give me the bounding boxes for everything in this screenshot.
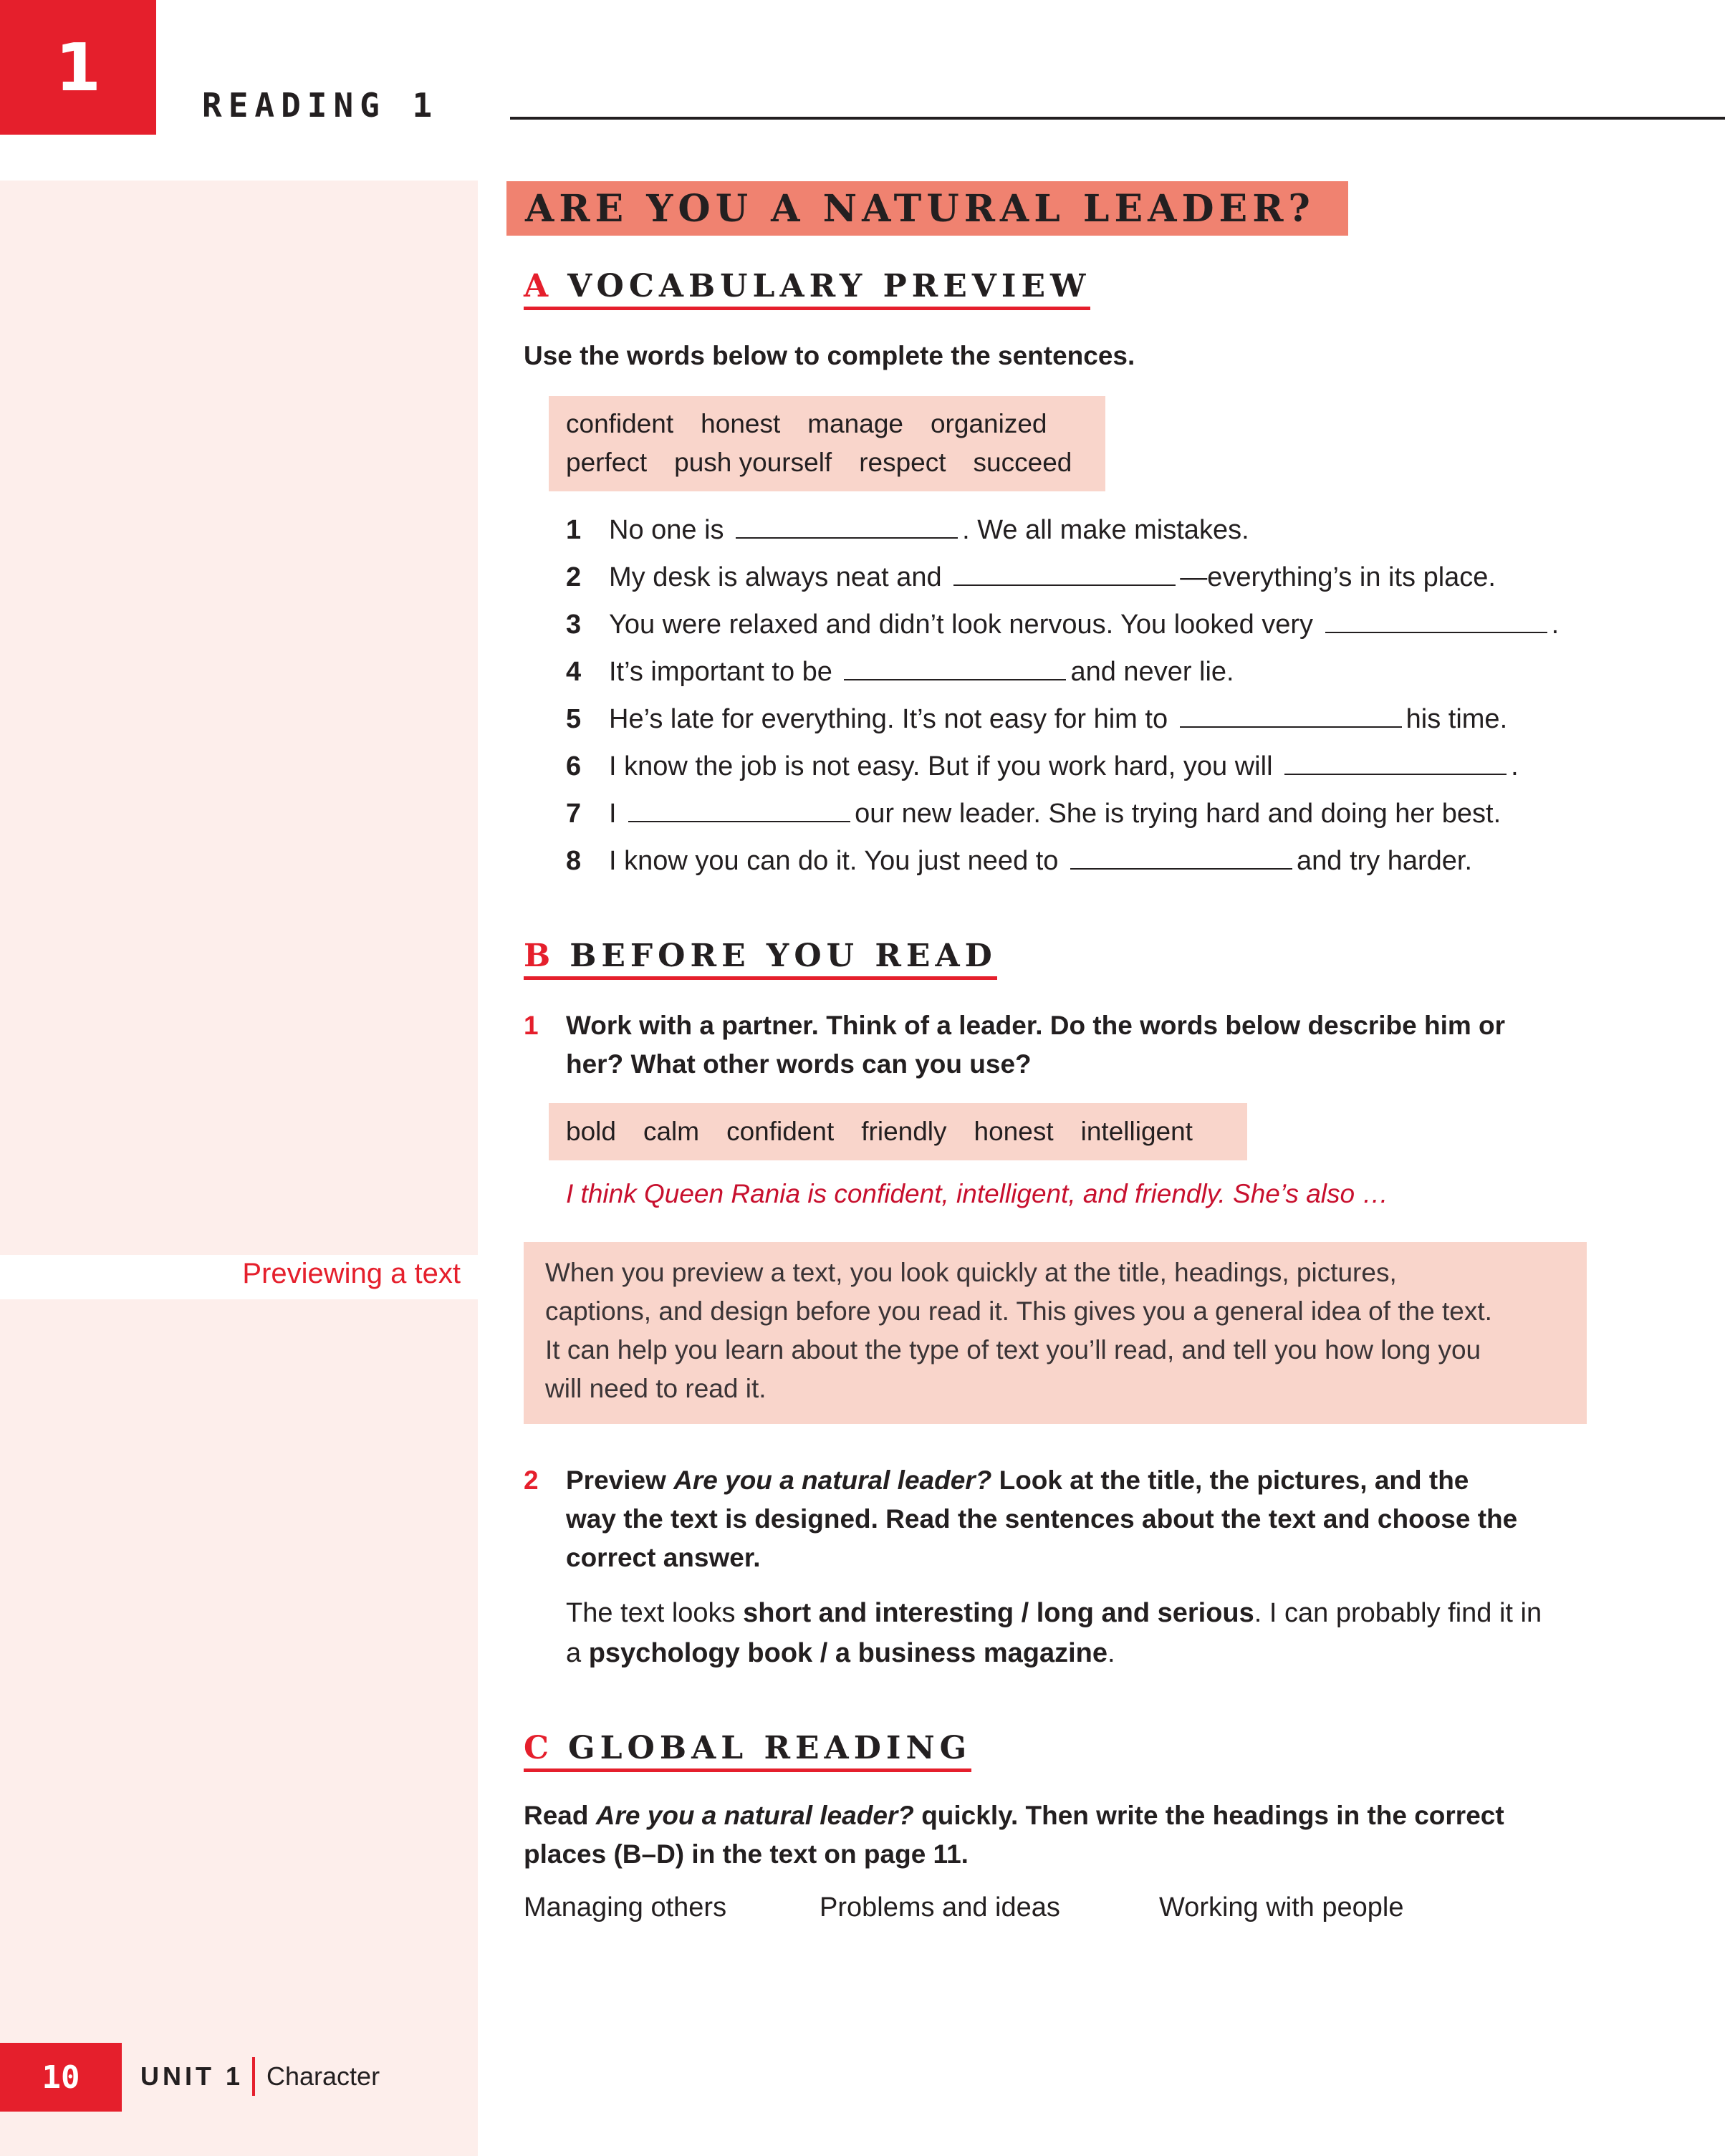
word: honest <box>701 409 781 438</box>
answer-text: The text looks <box>566 1598 744 1628</box>
sentence-number: 7 <box>566 799 582 829</box>
section-a-heading <box>524 268 1091 310</box>
answer-blank[interactable] <box>628 797 850 822</box>
section-a-letter: A <box>524 268 554 304</box>
word: respect <box>859 448 946 477</box>
section-b-title: BEFORE YOU READ <box>570 938 997 974</box>
word: succeed <box>973 448 1072 477</box>
question-2-text <box>566 1461 1569 1577</box>
sentence-after: our new leader. She is trying hard and doing her best. <box>855 799 1501 829</box>
question-1-text <box>566 1006 1569 1084</box>
word-row-1 <box>566 405 1088 443</box>
heading-option: Managing others <box>524 1892 727 1922</box>
sentence <box>609 701 1507 737</box>
article-title-ref: Are you a natural leader? <box>595 1801 914 1830</box>
unit-number: 1 <box>54 29 101 106</box>
strategy-box <box>524 1242 1587 1424</box>
question-number: 1 <box>524 1011 539 1040</box>
word: honest <box>974 1117 1054 1146</box>
word: confident <box>566 409 674 438</box>
word-row-2 <box>566 443 1088 482</box>
sentence <box>609 654 1234 690</box>
sentence <box>609 843 1472 879</box>
answer-blank[interactable] <box>1180 702 1402 728</box>
option-separator: / <box>812 1638 835 1668</box>
section-b-letter: B <box>524 938 556 974</box>
sentence-before: I know the job is not easy. But if you work hard, you will <box>609 751 1273 781</box>
word: organized <box>930 409 1047 438</box>
footer-divider <box>252 2057 255 2096</box>
answer-text: . <box>1107 1638 1115 1668</box>
section-a-instruction: Use the words below to complete the sentences. <box>524 341 1135 370</box>
answer-blank[interactable] <box>1070 844 1292 870</box>
question-line: way the text is designed. Read the sentences about the text and choose the <box>566 1504 1518 1534</box>
sentence-after: —everything’s in its place. <box>1180 562 1496 592</box>
page-number: 10 <box>0 2043 122 2112</box>
word: intelligent <box>1080 1117 1193 1146</box>
section-c-heading <box>524 1730 972 1772</box>
answer-blank[interactable] <box>1325 607 1547 633</box>
question-text: Look at the title, the pictures, and the <box>991 1466 1469 1495</box>
heading-option: Problems and ideas <box>820 1892 1060 1922</box>
sentence-after: . We all make mistakes. <box>962 515 1249 545</box>
sentence-after: his time. <box>1406 704 1508 734</box>
answer-option[interactable]: short and interesting <box>743 1598 1014 1628</box>
section-b-heading <box>524 940 997 980</box>
question-line <box>566 1461 1569 1500</box>
answer-option[interactable]: long and serious <box>1036 1598 1254 1628</box>
sentence-before: No one is <box>609 515 724 545</box>
sentence-number: 3 <box>566 610 582 640</box>
left-margin-panel <box>0 181 478 2156</box>
sentence-after: . <box>1551 610 1560 640</box>
section-a-title: VOCABULARY PREVIEW <box>567 268 1091 304</box>
leader-words-box <box>549 1103 1247 1160</box>
sentence-before: My desk is always neat and <box>609 562 942 592</box>
answer-blank[interactable] <box>1284 749 1507 775</box>
word: bold <box>566 1117 616 1146</box>
sentence <box>609 749 1519 784</box>
question-number: 2 <box>524 1466 539 1495</box>
instruction-text: quickly. Then write the headings in the correct <box>913 1801 1504 1830</box>
word: manage <box>807 409 903 438</box>
sentence-before: I <box>609 799 617 829</box>
sentence-number: 6 <box>566 751 582 781</box>
answer-option[interactable]: psychology book <box>588 1638 813 1668</box>
answer-option[interactable]: a business magazine <box>835 1638 1108 1668</box>
section-c-instruction <box>524 1796 1584 1874</box>
answer-blank[interactable] <box>736 513 958 539</box>
unit-number-badge <box>0 0 156 135</box>
vocabulary-word-box <box>549 396 1105 491</box>
sentence-before: You were relaxed and didn’t look nervous. You looked very <box>609 610 1314 640</box>
answer-blank[interactable] <box>953 560 1176 586</box>
article-title-ref: Are you a natural leader? <box>673 1466 992 1495</box>
sentence <box>609 607 1559 643</box>
question-line: Work with a partner. Think of a leader. Do the words below describe him or <box>566 1011 1506 1040</box>
section-c-title: GLOBAL READING <box>568 1730 972 1766</box>
sentence-number: 5 <box>566 704 582 734</box>
page-title: ARE YOU A NATURAL LEADER? <box>525 186 1315 231</box>
sentence-before: It’s important to be <box>609 657 832 687</box>
sentence <box>609 512 1249 548</box>
answer-choice-sentence <box>566 1593 1583 1673</box>
question-line: her? What other words can you use? <box>566 1049 1032 1079</box>
page-title-banner <box>506 181 1348 236</box>
sentence-number: 2 <box>566 562 582 592</box>
question-text: Preview <box>566 1466 674 1495</box>
instruction-line <box>524 1796 1584 1835</box>
heading-option: Working with people <box>1159 1892 1404 1922</box>
word: push yourself <box>674 448 832 477</box>
header-rule <box>510 117 1725 120</box>
answer-line <box>566 1593 1583 1633</box>
answer-line <box>566 1633 1583 1673</box>
strategy-line: It can help you learn about the type of text you’ll read, and tell you how long you <box>545 1335 1481 1365</box>
sentence-before: I know you can do it. You just need to <box>609 846 1059 876</box>
instruction-line: places (B–D) in the text on page 11. <box>524 1839 969 1869</box>
word: friendly <box>861 1117 947 1146</box>
instruction-text: Read <box>524 1801 596 1830</box>
answer-text: a <box>566 1638 589 1668</box>
strategy-line: When you preview a text, you look quickly at the title, headings, pictures, <box>545 1258 1397 1287</box>
sentence-number: 8 <box>566 846 582 876</box>
reading-label: READING 1 <box>202 86 439 125</box>
sentence-after: and never lie. <box>1070 657 1234 687</box>
sentence <box>609 559 1496 595</box>
footer-unit: UNIT 1 <box>140 2061 244 2091</box>
strategy-line: captions, and design before you read it. This gives you a general idea of the text. <box>545 1296 1492 1326</box>
word: confident <box>726 1117 835 1146</box>
sentence <box>609 796 1501 832</box>
sentence-number: 4 <box>566 657 582 687</box>
answer-text: . I can probably find it in <box>1254 1598 1542 1628</box>
sentence-number: 1 <box>566 515 582 545</box>
sentence-after: and try harder. <box>1297 846 1473 876</box>
section-c-letter: C <box>524 1730 554 1766</box>
example-answer: I think Queen Rania is confident, intelligent, and friendly. She’s also … <box>566 1179 1389 1208</box>
sentence-after: . <box>1511 751 1519 781</box>
skill-label: Previewing a text <box>242 1258 461 1289</box>
footer-chapter: Character <box>266 2061 380 2091</box>
word: calm <box>643 1117 700 1146</box>
answer-blank[interactable] <box>844 655 1066 680</box>
question-line: correct answer. <box>566 1543 761 1572</box>
word: perfect <box>566 448 648 477</box>
strategy-line: will need to read it. <box>545 1374 767 1403</box>
option-separator: / <box>1014 1598 1037 1628</box>
sentence-before: He’s late for everything. It’s not easy for him to <box>609 704 1168 734</box>
